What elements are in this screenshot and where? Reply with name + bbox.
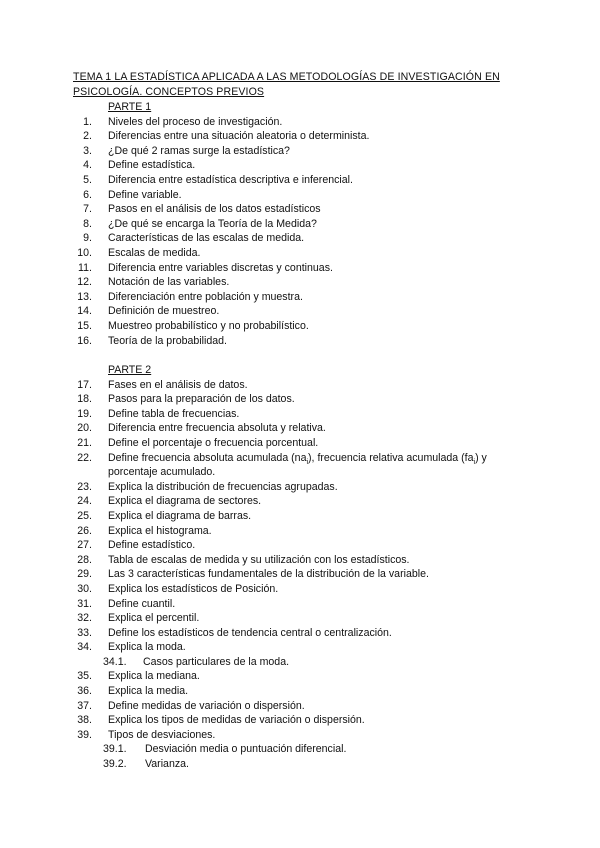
subitem-text: Varianza.	[145, 758, 189, 771]
item-number: 26.	[77, 524, 92, 537]
item-number: 22.	[77, 451, 92, 464]
list-item	[0, 319, 600, 334]
list-item	[0, 304, 600, 319]
list-subitem	[0, 655, 600, 670]
item-number: 36.	[77, 685, 92, 698]
item-text: Explica los tipos de medidas de variación o dispersión.	[108, 714, 365, 727]
item-text: Explica el percentil.	[108, 612, 200, 625]
item-text: Explica la media.	[108, 685, 189, 698]
item-number: 39.	[77, 728, 92, 741]
list-item	[0, 728, 600, 743]
item-number: 15.	[77, 319, 92, 332]
item-text: Explica el diagrama de sectores.	[108, 495, 262, 508]
item-number: 25.	[77, 509, 92, 522]
list-item	[0, 567, 600, 582]
subitem-number: 39.1.	[103, 743, 127, 756]
list-item	[0, 275, 600, 290]
item-number: 11.	[78, 261, 92, 274]
item-text: Define estadística.	[108, 159, 196, 172]
subitem-number: 34.1.	[103, 655, 127, 668]
list-item	[0, 115, 600, 130]
item-text: Muestreo probabilístico y no probabilístico.	[108, 319, 309, 332]
list-item	[0, 451, 600, 480]
item-text: Tipos de desviaciones.	[108, 728, 216, 741]
item-text: Escalas de medida.	[108, 246, 201, 259]
item-text: Define tabla de frecuencias.	[108, 407, 240, 420]
item-number: 14.	[77, 305, 92, 318]
item-text: Diferencias entre una situación aleatoria o determinista.	[108, 130, 370, 143]
item-text: Pasos para la preparación de los datos.	[108, 393, 295, 406]
list-item	[0, 407, 600, 422]
item-text: Diferencia entre frecuencia absoluta y relativa.	[108, 422, 326, 435]
item-text: Notación de las variables.	[108, 276, 230, 289]
list-subitem	[0, 757, 600, 772]
part-2-heading: PARTE 2	[108, 364, 152, 376]
item-number: 6.	[83, 188, 92, 201]
list-item	[0, 421, 600, 436]
item-number: 38.	[77, 714, 92, 727]
item-number: 12.	[77, 276, 92, 289]
subitem-text: Casos particulares de la moda.	[143, 655, 290, 668]
list-item	[0, 334, 600, 349]
item-number: 10.	[77, 246, 92, 259]
item-number: 21.	[77, 436, 92, 449]
subitem-text: Desviación media o puntuación diferencial.	[145, 743, 347, 756]
item-number: 30.	[77, 582, 92, 595]
list-item	[0, 173, 600, 188]
item-text: Definición de muestreo.	[108, 305, 220, 318]
item-number: 37.	[77, 699, 92, 712]
item-text-part: ) y porcentaje acumulado.	[108, 451, 487, 479]
item-number: 9.	[83, 232, 92, 245]
item-text: Define los estadísticos de tendencia central o centralización.	[108, 626, 392, 639]
item-text: Define cuantil.	[108, 597, 176, 610]
item-number: 24.	[77, 495, 92, 508]
list-item	[0, 217, 600, 232]
item-number: 1.	[83, 115, 92, 128]
list-item	[0, 290, 600, 305]
item-number: 13.	[77, 290, 92, 303]
item-text: Define estadístico.	[108, 539, 196, 552]
item-text: Características de las escalas de medida.	[108, 232, 305, 245]
item-text: Explica la moda.	[108, 641, 186, 654]
part-1-list	[0, 115, 600, 349]
item-text: Define el porcentaje o frecuencia porcentual.	[108, 436, 319, 449]
item-text: Explica los estadísticos de Posición.	[108, 582, 279, 595]
item-text: Niveles del proceso de investigación.	[108, 115, 283, 128]
item-text: Diferencia entre variables discretas y continuas.	[108, 261, 333, 274]
item-text: Tabla de escalas de medida y su utilización con los estadísticos.	[108, 553, 410, 566]
item-number: 27.	[77, 539, 92, 552]
list-item	[0, 684, 600, 699]
list-item	[0, 378, 600, 393]
item-number: 17.	[77, 378, 92, 391]
item-text: Pasos en el análisis de los datos estadísticos	[108, 203, 321, 216]
document-title: TEMA 1 LA ESTADÍSTICA APLICADA A LAS METODOLOGÍAS DE INVESTIGACIÓN EN PSICOLOGÍA. CONCEPTOS PREVIOS	[73, 71, 500, 98]
list-item	[0, 699, 600, 714]
item-text-part: Define frecuencia absoluta acumulada (na	[108, 451, 307, 464]
subscript: i	[306, 458, 309, 466]
item-text: ¿De qué se encarga la Teoría de la Medida?	[108, 217, 317, 230]
list-item	[0, 129, 600, 144]
item-number: 35.	[77, 670, 92, 683]
list-item	[0, 392, 600, 407]
item-number: 28.	[77, 553, 92, 566]
item-number: 34.	[77, 641, 92, 654]
list-item	[0, 669, 600, 684]
list-item	[0, 524, 600, 539]
list-item	[0, 626, 600, 641]
subscript: i	[473, 458, 476, 466]
item-text: Define medidas de variación o dispersión.	[108, 699, 305, 712]
item-number: 4.	[83, 159, 92, 172]
item-number: 29.	[77, 568, 92, 581]
list-item	[0, 494, 600, 509]
item-number: 7.	[83, 203, 92, 216]
item-number: 16.	[77, 334, 92, 347]
list-item	[0, 261, 600, 276]
item-number: 19.	[77, 407, 92, 420]
item-text: Fases en el análisis de datos.	[108, 378, 248, 391]
list-item	[0, 158, 600, 173]
item-number: 5.	[83, 173, 92, 186]
item-text: Explica la mediana.	[108, 670, 200, 683]
item-number: 23.	[77, 480, 92, 493]
item-text: Diferencia entre estadística descriptiva e inferencial.	[108, 173, 353, 186]
item-text: Define variable.	[108, 188, 182, 201]
list-item	[0, 713, 600, 728]
list-item	[0, 480, 600, 495]
list-item	[0, 144, 600, 159]
item-number: 8.	[83, 217, 92, 230]
item-text: Explica la distribución de frecuencias agrupadas.	[108, 480, 338, 493]
list-item	[0, 188, 600, 203]
item-number: 20.	[77, 422, 92, 435]
item-number: 31.	[77, 597, 92, 610]
list-item	[0, 246, 600, 261]
item-number: 32.	[77, 612, 92, 625]
subitem-number: 39.2.	[103, 758, 127, 771]
item-number: 33.	[77, 626, 92, 639]
list-item	[0, 509, 600, 524]
item-text: Diferenciación entre población y muestra.	[108, 290, 303, 303]
list-item	[0, 582, 600, 597]
item-number: 2.	[83, 130, 92, 143]
item-text: ¿De qué 2 ramas surge la estadística?	[108, 144, 290, 157]
list-item	[0, 231, 600, 246]
list-item	[0, 553, 600, 568]
list-item	[0, 640, 600, 655]
list-item	[0, 597, 600, 612]
part-2-list	[0, 378, 600, 772]
part-1-heading: PARTE 1	[108, 101, 152, 113]
item-number: 18.	[77, 393, 92, 406]
list-item	[0, 538, 600, 553]
item-text: Teoría de la probabilidad.	[108, 334, 227, 347]
list-item	[0, 202, 600, 217]
item-text: Las 3 características fundamentales de la distribución de la variable.	[108, 568, 429, 581]
item-text	[108, 451, 528, 480]
item-text: Explica el diagrama de barras.	[108, 509, 252, 522]
item-text-part: ), frecuencia relativa acumulada (fa	[308, 451, 474, 464]
list-subitem	[0, 742, 600, 757]
list-item	[0, 436, 600, 451]
item-text: Explica el histograma.	[108, 524, 212, 537]
item-number: 3.	[83, 144, 92, 157]
list-item	[0, 611, 600, 626]
